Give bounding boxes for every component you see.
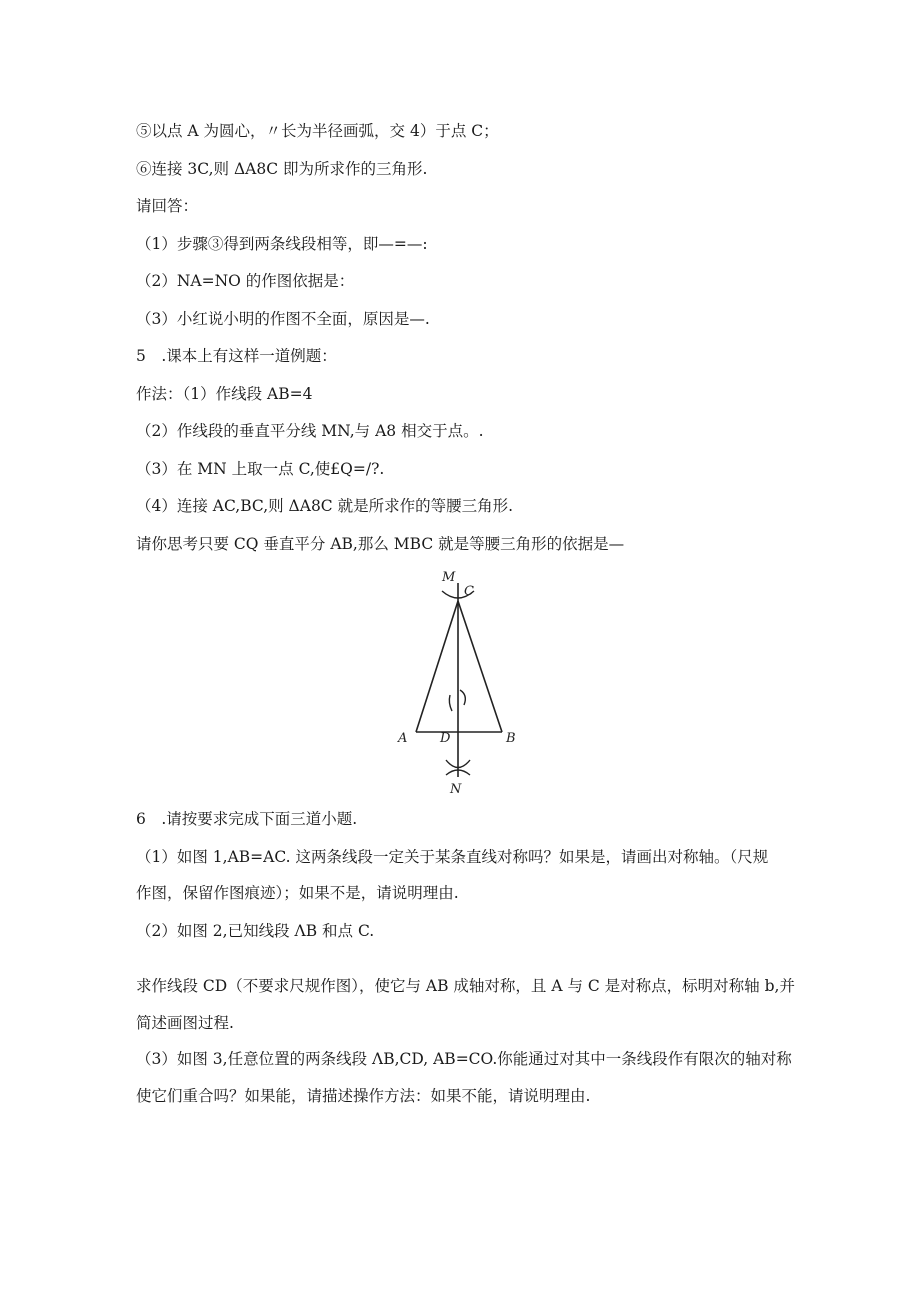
text-line: （3）在 MN 上取一点 C,使£Q=/?.: [136, 460, 385, 478]
text-line: 求作线段 CD（不要求尺规作图），使它与 AB 成轴对称，且 A 与 C 是对称点，标明对称轴 b,并: [136, 977, 795, 995]
label-d: D: [440, 731, 451, 746]
text-line: 请回答：: [136, 197, 199, 215]
text-line: （3）小红说小明的作图不全面，原因是—.: [136, 310, 430, 328]
text-line: （2）作线段的垂直平分线 MN,与 A8 相交于点。.: [136, 422, 484, 440]
text-line: （1）如图 1,AB=AC. 这两条线段一定关于某条直线对称吗？如果是，请画出对称轴。（尺规: [136, 848, 769, 866]
text-line: 简述画图过程.: [136, 1014, 234, 1032]
text-line: 5 .课本上有这样一道例题：: [136, 347, 337, 365]
text-line: ⑥连接 3C,则 ΔA8C 即为所求作的三角形.: [136, 160, 428, 178]
isosceles-triangle-figure: [390, 565, 530, 800]
label-n: N: [450, 782, 462, 797]
text-line: ⑤以点 A 为圆心，〃长为半径画弧，交 4）于点 C；: [136, 122, 499, 140]
text-line: （3）如图 3,任意位置的两条线段 ΛB,CD, AB=CO.你能通过对其中一条线段作有限次的轴对称: [136, 1050, 792, 1068]
text-line: 作法：（1）作线段 AB=4: [136, 385, 313, 403]
label-c: C: [464, 584, 474, 599]
label-b: B: [506, 731, 516, 746]
text-line: （4）连接 AC,BC,则 ΔA8C 就是所求作的等腰三角形.: [136, 497, 514, 515]
segment-ac: [416, 601, 458, 732]
figure-svg: [390, 565, 530, 800]
text-line: 使它们重合吗？如果能，请描述操作方法：如果不能，请说明理由.: [136, 1087, 591, 1105]
text-line: 作图，保留作图痕迹）；如果不是，请说明理由.: [136, 884, 459, 902]
label-a: A: [398, 731, 408, 746]
text-line: 6 .请按要求完成下面三道小题.: [136, 810, 358, 828]
text-line: （2）NA=NO 的作图依据是：: [136, 272, 355, 290]
text-line: （2）如图 2,已知线段 ΛB 和点 C.: [136, 922, 375, 940]
segment-bc: [458, 601, 502, 732]
text-line: 请你思考只要 CQ 垂直平分 AB,那么 MBC 就是等腰三角形的依据是—: [136, 535, 625, 553]
text-line: （1）步骤③得到两条线段相等，即—=—:: [136, 235, 428, 253]
label-m: M: [442, 570, 456, 585]
arc-mid-left: [449, 695, 452, 711]
arc-mid-right: [460, 690, 465, 705]
